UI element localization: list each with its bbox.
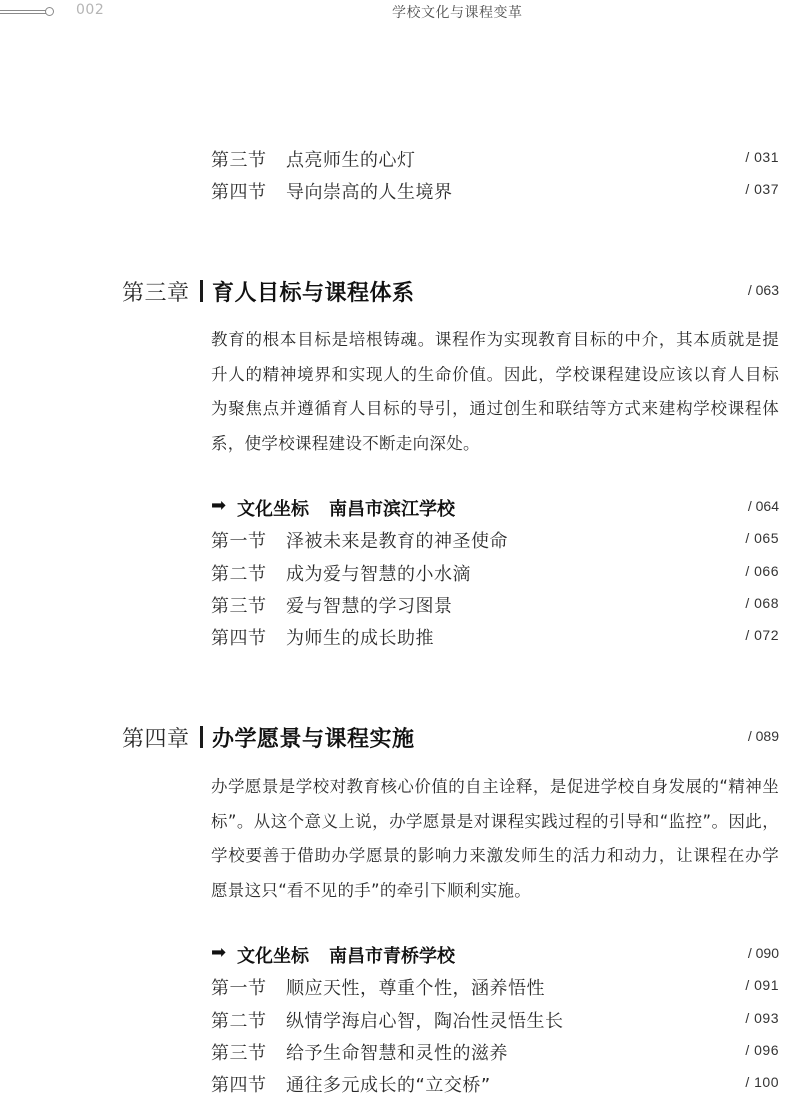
header-rule bbox=[0, 10, 46, 11]
section-page: / 096 bbox=[745, 1042, 779, 1058]
toc-entry-section[interactable] bbox=[211, 624, 779, 652]
section-title: 纵情学海启心智，陶冶性灵悟生长 bbox=[286, 1011, 564, 1032]
section-number: 第二节 bbox=[211, 564, 267, 585]
section-number: 第三节 bbox=[211, 150, 267, 171]
section-number: 第三节 bbox=[211, 1043, 267, 1064]
section-page: / 065 bbox=[745, 530, 779, 546]
section-page: / 037 bbox=[745, 181, 779, 197]
coordinate-label: 文化坐标 bbox=[237, 499, 309, 520]
coordinate-page: / 090 bbox=[747, 945, 779, 961]
arrow-right-icon: ➡ bbox=[211, 495, 227, 516]
section-page: / 100 bbox=[745, 1074, 779, 1090]
chapter-title: 办学愿景与课程实施 bbox=[212, 727, 415, 752]
running-header bbox=[0, 0, 790, 26]
section-title: 成为爱与智慧的小水滴 bbox=[286, 564, 471, 585]
section-page: / 091 bbox=[745, 977, 779, 993]
chapter-number: 第四章 bbox=[122, 727, 190, 752]
toc-entry-section[interactable] bbox=[211, 1071, 779, 1099]
chapter-divider-bar bbox=[200, 280, 203, 302]
chapter-4-summary: 办学愿景是学校对教育核心价值的自主诠释，是促进学校自身发展的“精神坐标”。从这个意义上说，办学愿景是对课程实践过程的引导和“监控”。因此，学校要善于借助办学愿景的影响力来激发师生的活力和动力，让课程在办学愿景这只“看不见的手”的牵引下顺利实施。 bbox=[211, 777, 779, 900]
header-circle-ornament bbox=[45, 7, 54, 16]
section-page: / 093 bbox=[745, 1010, 779, 1026]
section-number: 第四节 bbox=[211, 628, 267, 649]
toc-entry-section[interactable] bbox=[211, 146, 779, 174]
running-title: 学校文化与课程变革 bbox=[392, 5, 523, 21]
toc-entry-section[interactable] bbox=[211, 178, 779, 206]
section-number: 第一节 bbox=[211, 531, 267, 552]
chapter-title: 育人目标与课程体系 bbox=[212, 281, 415, 306]
coordinate-school: 南昌市青桥学校 bbox=[329, 946, 455, 967]
section-page: / 066 bbox=[745, 563, 779, 579]
toc-entry-culture-coordinate[interactable] bbox=[211, 942, 779, 970]
chapter-number: 第三章 bbox=[122, 281, 190, 306]
coordinate-label: 文化坐标 bbox=[237, 946, 309, 967]
section-title: 爱与智慧的学习图景 bbox=[286, 596, 453, 617]
section-title: 点亮师生的心灯 bbox=[286, 150, 416, 171]
section-title: 给予生命智慧和灵性的滋养 bbox=[286, 1043, 508, 1064]
chapter-divider-bar bbox=[200, 726, 203, 748]
chapter-page: / 063 bbox=[747, 282, 779, 298]
page-number: 002 bbox=[76, 2, 105, 18]
section-number: 第一节 bbox=[211, 978, 267, 999]
section-title: 为师生的成长助推 bbox=[286, 628, 434, 649]
coordinate-page: / 064 bbox=[747, 498, 779, 514]
toc-entry-section[interactable] bbox=[211, 1039, 779, 1067]
section-number: 第四节 bbox=[211, 1075, 267, 1096]
toc-entry-section[interactable] bbox=[211, 527, 779, 555]
toc-entry-chapter-4[interactable] bbox=[122, 722, 779, 756]
header-rule bbox=[0, 13, 46, 14]
toc-entry-chapter-3[interactable] bbox=[122, 276, 779, 310]
section-number: 第二节 bbox=[211, 1011, 267, 1032]
section-title: 通往多元成长的“立交桥” bbox=[286, 1075, 491, 1096]
toc-entry-section[interactable] bbox=[211, 1007, 779, 1035]
toc-entry-section[interactable] bbox=[211, 592, 779, 620]
section-page: / 031 bbox=[745, 149, 779, 165]
section-page: / 072 bbox=[745, 627, 779, 643]
toc-entry-section[interactable] bbox=[211, 974, 779, 1002]
toc-entry-section[interactable] bbox=[211, 560, 779, 588]
section-page: / 068 bbox=[745, 595, 779, 611]
coordinate-school: 南昌市滨江学校 bbox=[329, 499, 455, 520]
chapter-page: / 089 bbox=[747, 728, 779, 744]
section-title: 泽被未来是教育的神圣使命 bbox=[286, 531, 508, 552]
section-number: 第三节 bbox=[211, 596, 267, 617]
section-number: 第四节 bbox=[211, 182, 267, 203]
chapter-3-summary: 教育的根本目标是培根铸魂。课程作为实现教育目标的中介，其本质就是提升人的精神境界和实现人的生命价值。因此，学校课程建设应该以育人目标为聚焦点并遵循育人目标的导引，通过创生和联结等方式来建构学校课程体系，使学校课程建设不断走向深处。 bbox=[211, 330, 779, 453]
toc-entry-culture-coordinate[interactable] bbox=[211, 495, 779, 523]
arrow-right-icon: ➡ bbox=[211, 942, 227, 963]
section-title: 导向崇高的人生境界 bbox=[286, 182, 453, 203]
section-title: 顺应天性，尊重个性，涵养悟性 bbox=[286, 978, 545, 999]
